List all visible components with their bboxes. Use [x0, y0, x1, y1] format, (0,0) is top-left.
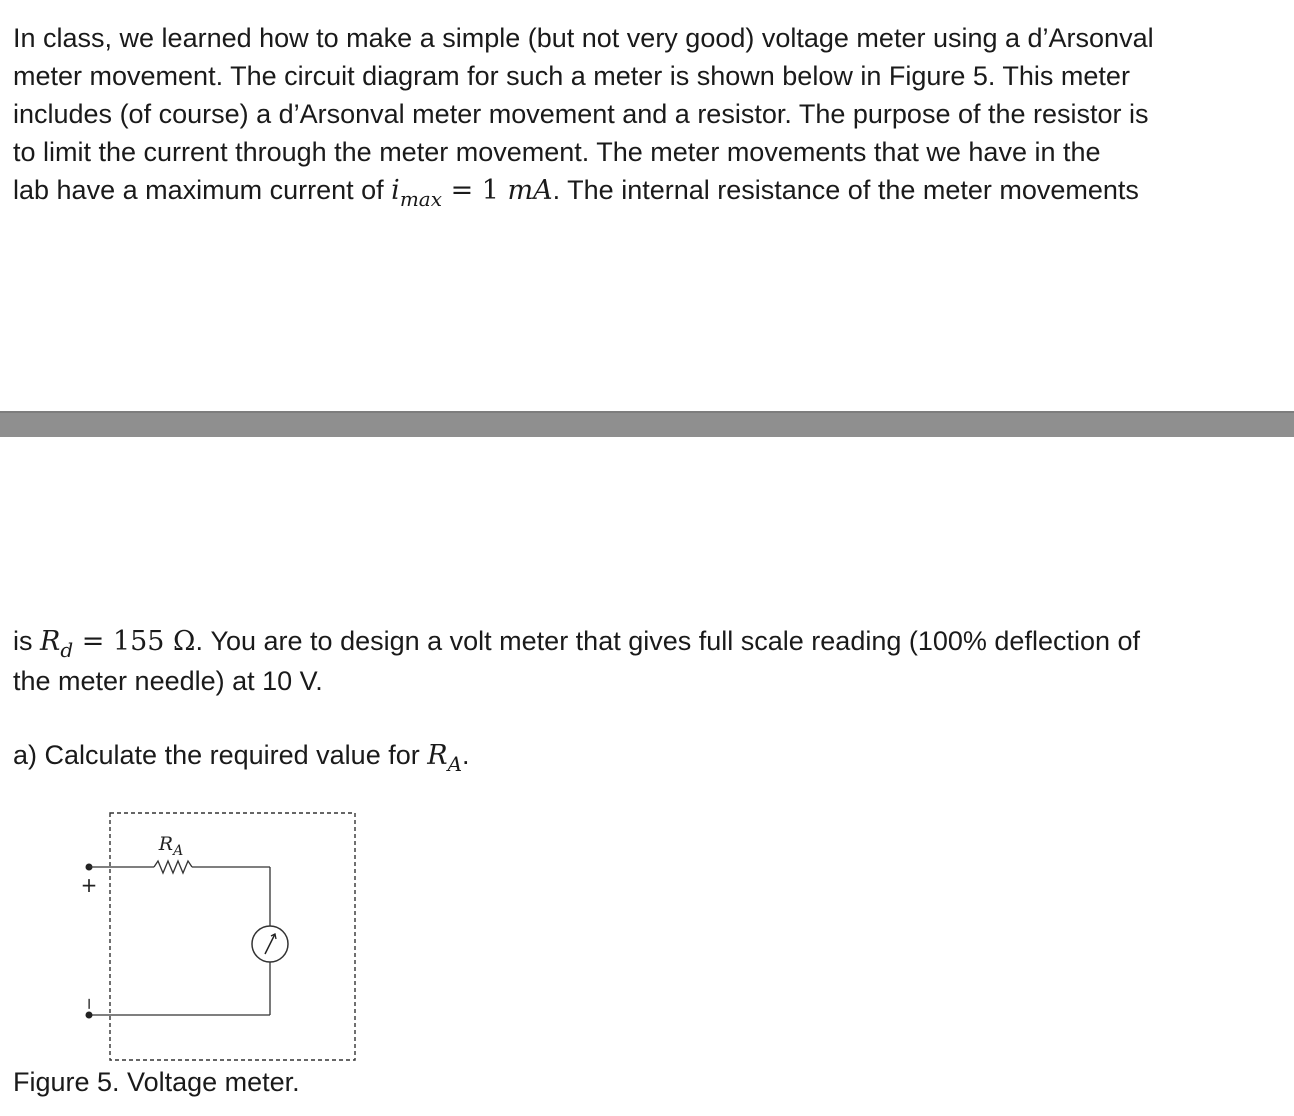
figure-caption: Figure 5. Voltage meter.	[13, 1067, 300, 1097]
rd-value: = 155 Ω	[73, 626, 196, 657]
resistance-line-1	[13, 622, 1140, 662]
imax-subscript: max	[399, 187, 442, 211]
imax-equals: = 1	[441, 175, 508, 206]
rd-variable: R	[40, 626, 61, 657]
plus-sign: +	[80, 873, 98, 897]
resistor-label: $R_A$	[158, 833, 184, 859]
voltage-meter-circuit-diagram	[70, 805, 370, 1065]
ra-subscript: A	[447, 752, 463, 776]
resistance-paragraph	[13, 622, 1140, 700]
intro-line-1: In class, we learned how to make a simple (but not very good) voltage meter using a d’Arsonval	[13, 23, 1154, 53]
rd-subscript: d	[60, 638, 74, 662]
question-a	[13, 736, 470, 776]
intro-line-4: to limit the current through the meter movement. The meter movements that we have in the	[13, 137, 1101, 167]
imax-unit: mA	[507, 175, 553, 206]
page-break-band	[0, 411, 1294, 437]
intro-line-5-rest: . The internal resistance of the meter movements	[552, 175, 1139, 205]
intro-line-5	[13, 171, 1154, 211]
imax-variable: i	[391, 175, 400, 206]
intro-line-2: meter movement. The circuit diagram for such a meter is shown below in Figure 5. This meter	[13, 61, 1130, 91]
question-a-period: .	[462, 740, 470, 770]
intro-paragraph	[13, 19, 1154, 211]
resistor-ra	[154, 861, 192, 873]
negative-terminal	[86, 1012, 93, 1019]
resistance-line-1-start: is	[13, 626, 40, 656]
intro-line-5-text: lab have a maximum current of	[13, 175, 392, 205]
intro-line-3: includes (of course) a d’Arsonval meter movement and a resistor. The purpose of the resistor is	[13, 99, 1149, 129]
minus-sign: −	[80, 997, 99, 1011]
resistance-line-2: the meter needle) at 10 V.	[13, 666, 323, 696]
resistance-line-1-rest: . You are to design a volt meter that gives full scale reading (100% deflection of	[195, 626, 1141, 656]
ra-variable: R	[427, 740, 448, 771]
resistor-label-subscript: A	[173, 843, 184, 859]
circuit-enclosure	[110, 813, 355, 1060]
question-a-text: a) Calculate the required value for	[13, 740, 428, 770]
